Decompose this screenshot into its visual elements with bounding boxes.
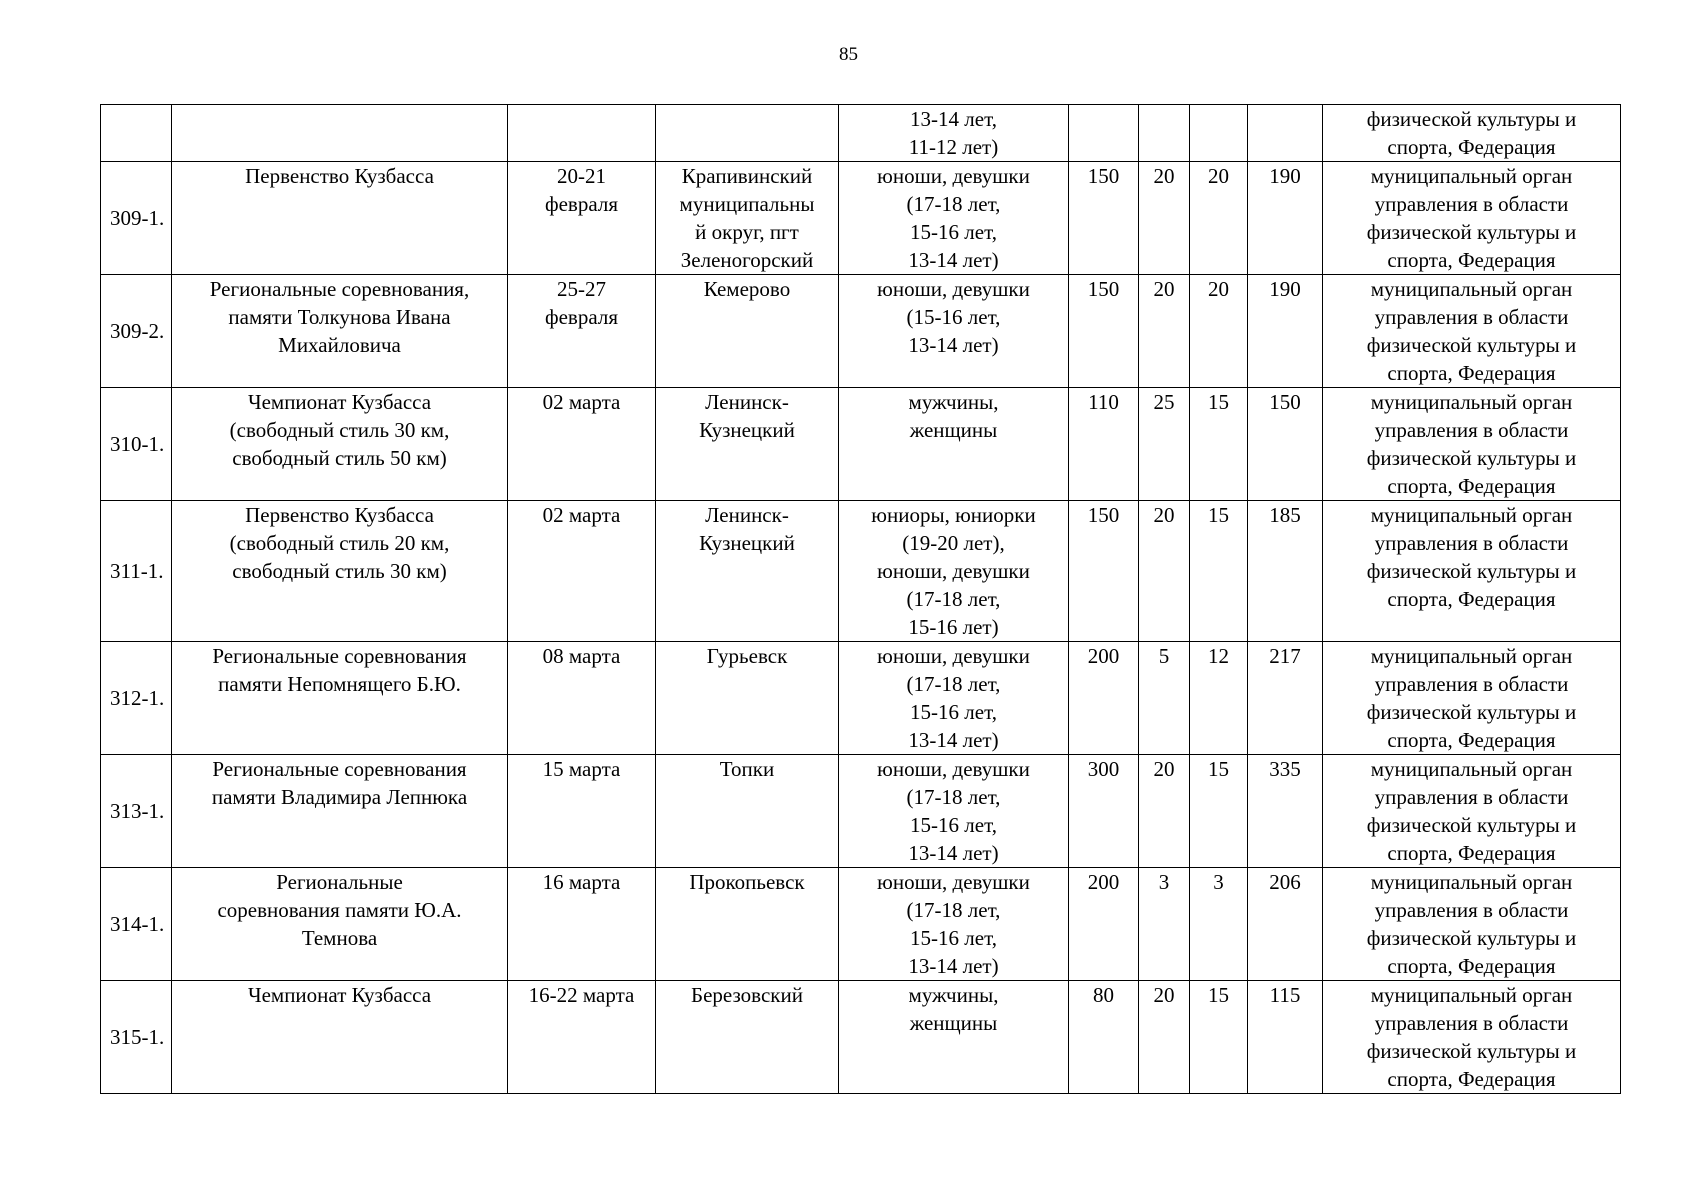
event-place: Кемерово [656, 275, 839, 388]
row-number: 310-1. [101, 388, 172, 501]
table-row [101, 501, 1621, 642]
organizer: муниципальный орган управления в области физической культуры и спорта, Федерация [1323, 981, 1621, 1094]
table-row [101, 105, 1621, 162]
count-col-2: 20 [1139, 275, 1190, 388]
event-name: Региональные соревнования, памяти Толкунова Ивана Михайловича [172, 275, 508, 388]
organizer: муниципальный орган управления в области физической культуры и спорта, Федерация [1323, 755, 1621, 868]
count-col-2: 20 [1139, 501, 1190, 642]
organizer: физической культуры и спорта, Федерация [1323, 105, 1621, 162]
count-total: 190 [1248, 275, 1323, 388]
event-place [656, 105, 839, 162]
count-col-1: 110 [1069, 388, 1139, 501]
organizer: муниципальный орган управления в области физической культуры и спорта, Федерация [1323, 162, 1621, 275]
organizer: муниципальный орган управления в области физической культуры и спорта, Федерация [1323, 501, 1621, 642]
event-date: 16-22 марта [508, 981, 656, 1094]
row-number: 313-1. [101, 755, 172, 868]
count-col-1: 80 [1069, 981, 1139, 1094]
count-col-3: 3 [1190, 868, 1248, 981]
table-row [101, 388, 1621, 501]
event-date: 15 марта [508, 755, 656, 868]
event-place: Топки [656, 755, 839, 868]
event-date: 20-21 февраля [508, 162, 656, 275]
participant-category: 13-14 лет, 11-12 лет) [839, 105, 1069, 162]
organizer: муниципальный орган управления в области физической культуры и спорта, Федерация [1323, 388, 1621, 501]
count-col-3: 20 [1190, 275, 1248, 388]
row-number: 315-1. [101, 981, 172, 1094]
count-col-1: 300 [1069, 755, 1139, 868]
event-name: Региональные соревнования памяти Непомнящего Б.Ю. [172, 642, 508, 755]
count-col-2: 20 [1139, 162, 1190, 275]
count-col-3: 15 [1190, 981, 1248, 1094]
event-name: Чемпионат Кузбасса [172, 981, 508, 1094]
count-col-2: 25 [1139, 388, 1190, 501]
event-place: Гурьевск [656, 642, 839, 755]
count-col-1: 200 [1069, 868, 1139, 981]
row-number: 312-1. [101, 642, 172, 755]
count-col-3: 20 [1190, 162, 1248, 275]
count-col-3: 15 [1190, 755, 1248, 868]
event-place: Березовский [656, 981, 839, 1094]
count-col-2 [1139, 105, 1190, 162]
event-name: Региональные соревнования памяти Ю.А. Темнова [172, 868, 508, 981]
count-total: 190 [1248, 162, 1323, 275]
participant-category: юниоры, юниорки (19-20 лет), юноши, девушки (17-18 лет, 15-16 лет) [839, 501, 1069, 642]
page-number: 85 [839, 44, 858, 65]
count-col-1: 200 [1069, 642, 1139, 755]
count-col-2: 20 [1139, 755, 1190, 868]
event-place: Прокопьевск [656, 868, 839, 981]
participant-category: юноши, девушки (17-18 лет, 15-16 лет, 13-14 лет) [839, 642, 1069, 755]
organizer: муниципальный орган управления в области физической культуры и спорта, Федерация [1323, 642, 1621, 755]
count-col-1: 150 [1069, 162, 1139, 275]
table-row [101, 868, 1621, 981]
row-number: 311-1. [101, 501, 172, 642]
count-total: 335 [1248, 755, 1323, 868]
event-date: 08 марта [508, 642, 656, 755]
count-total: 115 [1248, 981, 1323, 1094]
event-date [508, 105, 656, 162]
count-col-1: 150 [1069, 275, 1139, 388]
event-name: Первенство Кузбасса [172, 162, 508, 275]
participant-category: юноши, девушки (15-16 лет, 13-14 лет) [839, 275, 1069, 388]
row-number: 309-2. [101, 275, 172, 388]
event-place: Ленинск- Кузнецкий [656, 388, 839, 501]
table-row [101, 275, 1621, 388]
participant-category: мужчины, женщины [839, 981, 1069, 1094]
participant-category: юноши, девушки (17-18 лет, 15-16 лет, 13-14 лет) [839, 868, 1069, 981]
participant-category: мужчины, женщины [839, 388, 1069, 501]
event-place: Ленинск- Кузнецкий [656, 501, 839, 642]
event-name: Региональные соревнования памяти Владимира Лепнюка [172, 755, 508, 868]
count-col-3: 15 [1190, 388, 1248, 501]
count-col-1: 150 [1069, 501, 1139, 642]
participant-category: юноши, девушки (17-18 лет, 15-16 лет, 13-14 лет) [839, 755, 1069, 868]
row-number [101, 105, 172, 162]
participant-category: юноши, девушки (17-18 лет, 15-16 лет, 13-14 лет) [839, 162, 1069, 275]
table-body [101, 105, 1621, 1094]
count-col-2: 20 [1139, 981, 1190, 1094]
count-col-3: 12 [1190, 642, 1248, 755]
table-row [101, 981, 1621, 1094]
count-total: 217 [1248, 642, 1323, 755]
count-total [1248, 105, 1323, 162]
count-col-2: 3 [1139, 868, 1190, 981]
organizer: муниципальный орган управления в области физической культуры и спорта, Федерация [1323, 275, 1621, 388]
count-col-2: 5 [1139, 642, 1190, 755]
count-col-1 [1069, 105, 1139, 162]
row-number: 314-1. [101, 868, 172, 981]
events-table [100, 104, 1621, 1094]
event-date: 02 марта [508, 501, 656, 642]
count-total: 185 [1248, 501, 1323, 642]
event-date: 25-27 февраля [508, 275, 656, 388]
event-name: Чемпионат Кузбасса (свободный стиль 30 км, свободный стиль 50 км) [172, 388, 508, 501]
row-number: 309-1. [101, 162, 172, 275]
count-col-3 [1190, 105, 1248, 162]
table-row [101, 642, 1621, 755]
table-row [101, 162, 1621, 275]
event-date: 16 марта [508, 868, 656, 981]
count-total: 206 [1248, 868, 1323, 981]
event-place: Крапивинский муниципальны й округ, пгт Зеленогорский [656, 162, 839, 275]
organizer: муниципальный орган управления в области физической культуры и спорта, Федерация [1323, 868, 1621, 981]
event-name: Первенство Кузбасса (свободный стиль 20 км, свободный стиль 30 км) [172, 501, 508, 642]
event-date: 02 марта [508, 388, 656, 501]
count-total: 150 [1248, 388, 1323, 501]
count-col-3: 15 [1190, 501, 1248, 642]
table-row [101, 755, 1621, 868]
event-name [172, 105, 508, 162]
